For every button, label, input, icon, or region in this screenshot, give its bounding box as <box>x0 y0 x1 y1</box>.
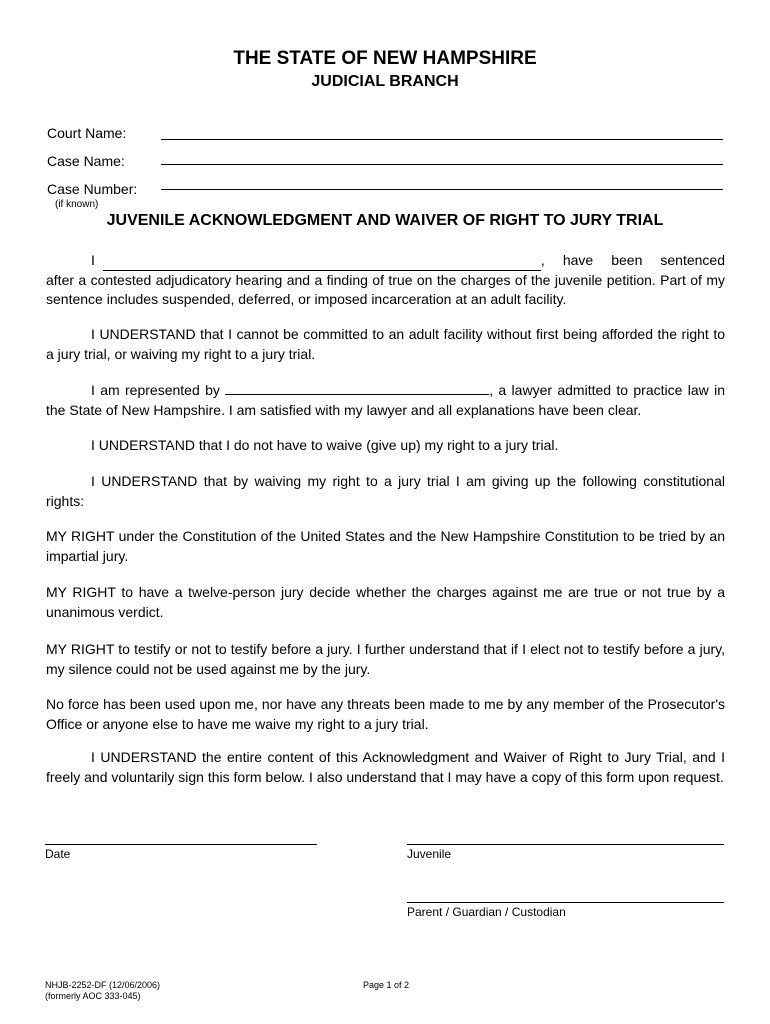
parent-signature-line[interactable] <box>407 902 724 903</box>
court-name-label: Court Name: <box>47 125 127 141</box>
p3-prefix: I am represented by <box>91 382 220 398</box>
court-name-field[interactable] <box>161 139 723 140</box>
case-number-hint: (if known) <box>55 199 99 210</box>
paragraph-understand-commit: I UNDERSTAND that I cannot be committed to an adult facility without first being afforded the right to a jury trial, or waiving my right to a jury trial. <box>46 326 725 362</box>
parent-label: Parent / Guardian / Custodian <box>407 905 566 919</box>
paragraph-constitutional-rights: I UNDERSTAND that by waiving my right to a jury trial I am giving up the following constitutional rights: <box>46 473 725 509</box>
paragraph-not-waive: I UNDERSTAND that I do not have to waive (give up) my right to a jury trial. <box>91 437 559 453</box>
date-label: Date <box>45 847 71 861</box>
paragraph-right-testify: MY RIGHT to testify or not to testify before a jury. I further understand that if I elect not to testify before a jury, my silence could not be used against me by the jury. <box>46 641 725 677</box>
form-title: JUVENILE ACKNOWLEDGMENT AND WAIVER OF RIGHT TO JURY TRIAL <box>106 212 664 229</box>
form-formerly: (formerly AOC 333-045) <box>45 991 141 1001</box>
paragraph-right-unanimous-verdict: MY RIGHT to have a twelve-person jury decide whether the charges against me are true or not true by a unanimous verdict. <box>46 584 725 620</box>
p3-suffix: , a lawyer admitted to practice law in the State of New Hampshire. I am satisfied with my lawyer and all explanations have been clear. <box>46 382 725 418</box>
p1-suffix: , have been sentenced <box>540 252 725 268</box>
paragraph-juvenile-statement <box>46 251 725 310</box>
case-number-field[interactable] <box>161 189 723 190</box>
page-title: THE STATE OF NEW HAMPSHIRE <box>233 48 537 69</box>
case-number-label: Case Number: <box>47 181 138 197</box>
page-number: Page 1 of 2 <box>363 980 410 990</box>
p1-rest: after a contested adjudicatory hearing and a finding of true on the charges of the juvenile petition. Part of my sentence includes suspended, deferred, or imposed incarceration at an adult facility. <box>46 271 725 307</box>
form-id: NHJB-2252-DF (12/06/2006) <box>45 980 161 990</box>
p1-prefix: I <box>91 252 95 268</box>
case-name-label: Case Name: <box>47 153 125 169</box>
juvenile-signature-line[interactable] <box>407 844 724 845</box>
juvenile-name-field[interactable] <box>103 258 541 271</box>
juvenile-label: Juvenile <box>407 847 452 861</box>
date-signature-line[interactable] <box>45 844 317 845</box>
paragraph-no-force: No force has been used upon me, nor have any threats been made to me by any member of the Prosecutor's Office or anyone else to have me waive my right to a jury trial. <box>46 696 725 732</box>
lawyer-name-field[interactable] <box>225 382 489 395</box>
paragraph-represented <box>46 381 725 420</box>
page-subtitle: JUDICIAL BRANCH <box>311 73 459 90</box>
paragraph-understand-content: I UNDERSTAND the entire content of this Acknowledgment and Waiver of Right to Jury Trial, and I freely and voluntarily sign this form below. I also understand that I may have a copy of this form upon request. <box>46 749 725 785</box>
paragraph-right-impartial-jury: MY RIGHT under the Constitution of the United States and the New Hampshire Constitution to be tried by an impartial jury. <box>46 528 725 564</box>
footer-form-id <box>45 980 160 1002</box>
case-name-field[interactable] <box>161 164 723 165</box>
